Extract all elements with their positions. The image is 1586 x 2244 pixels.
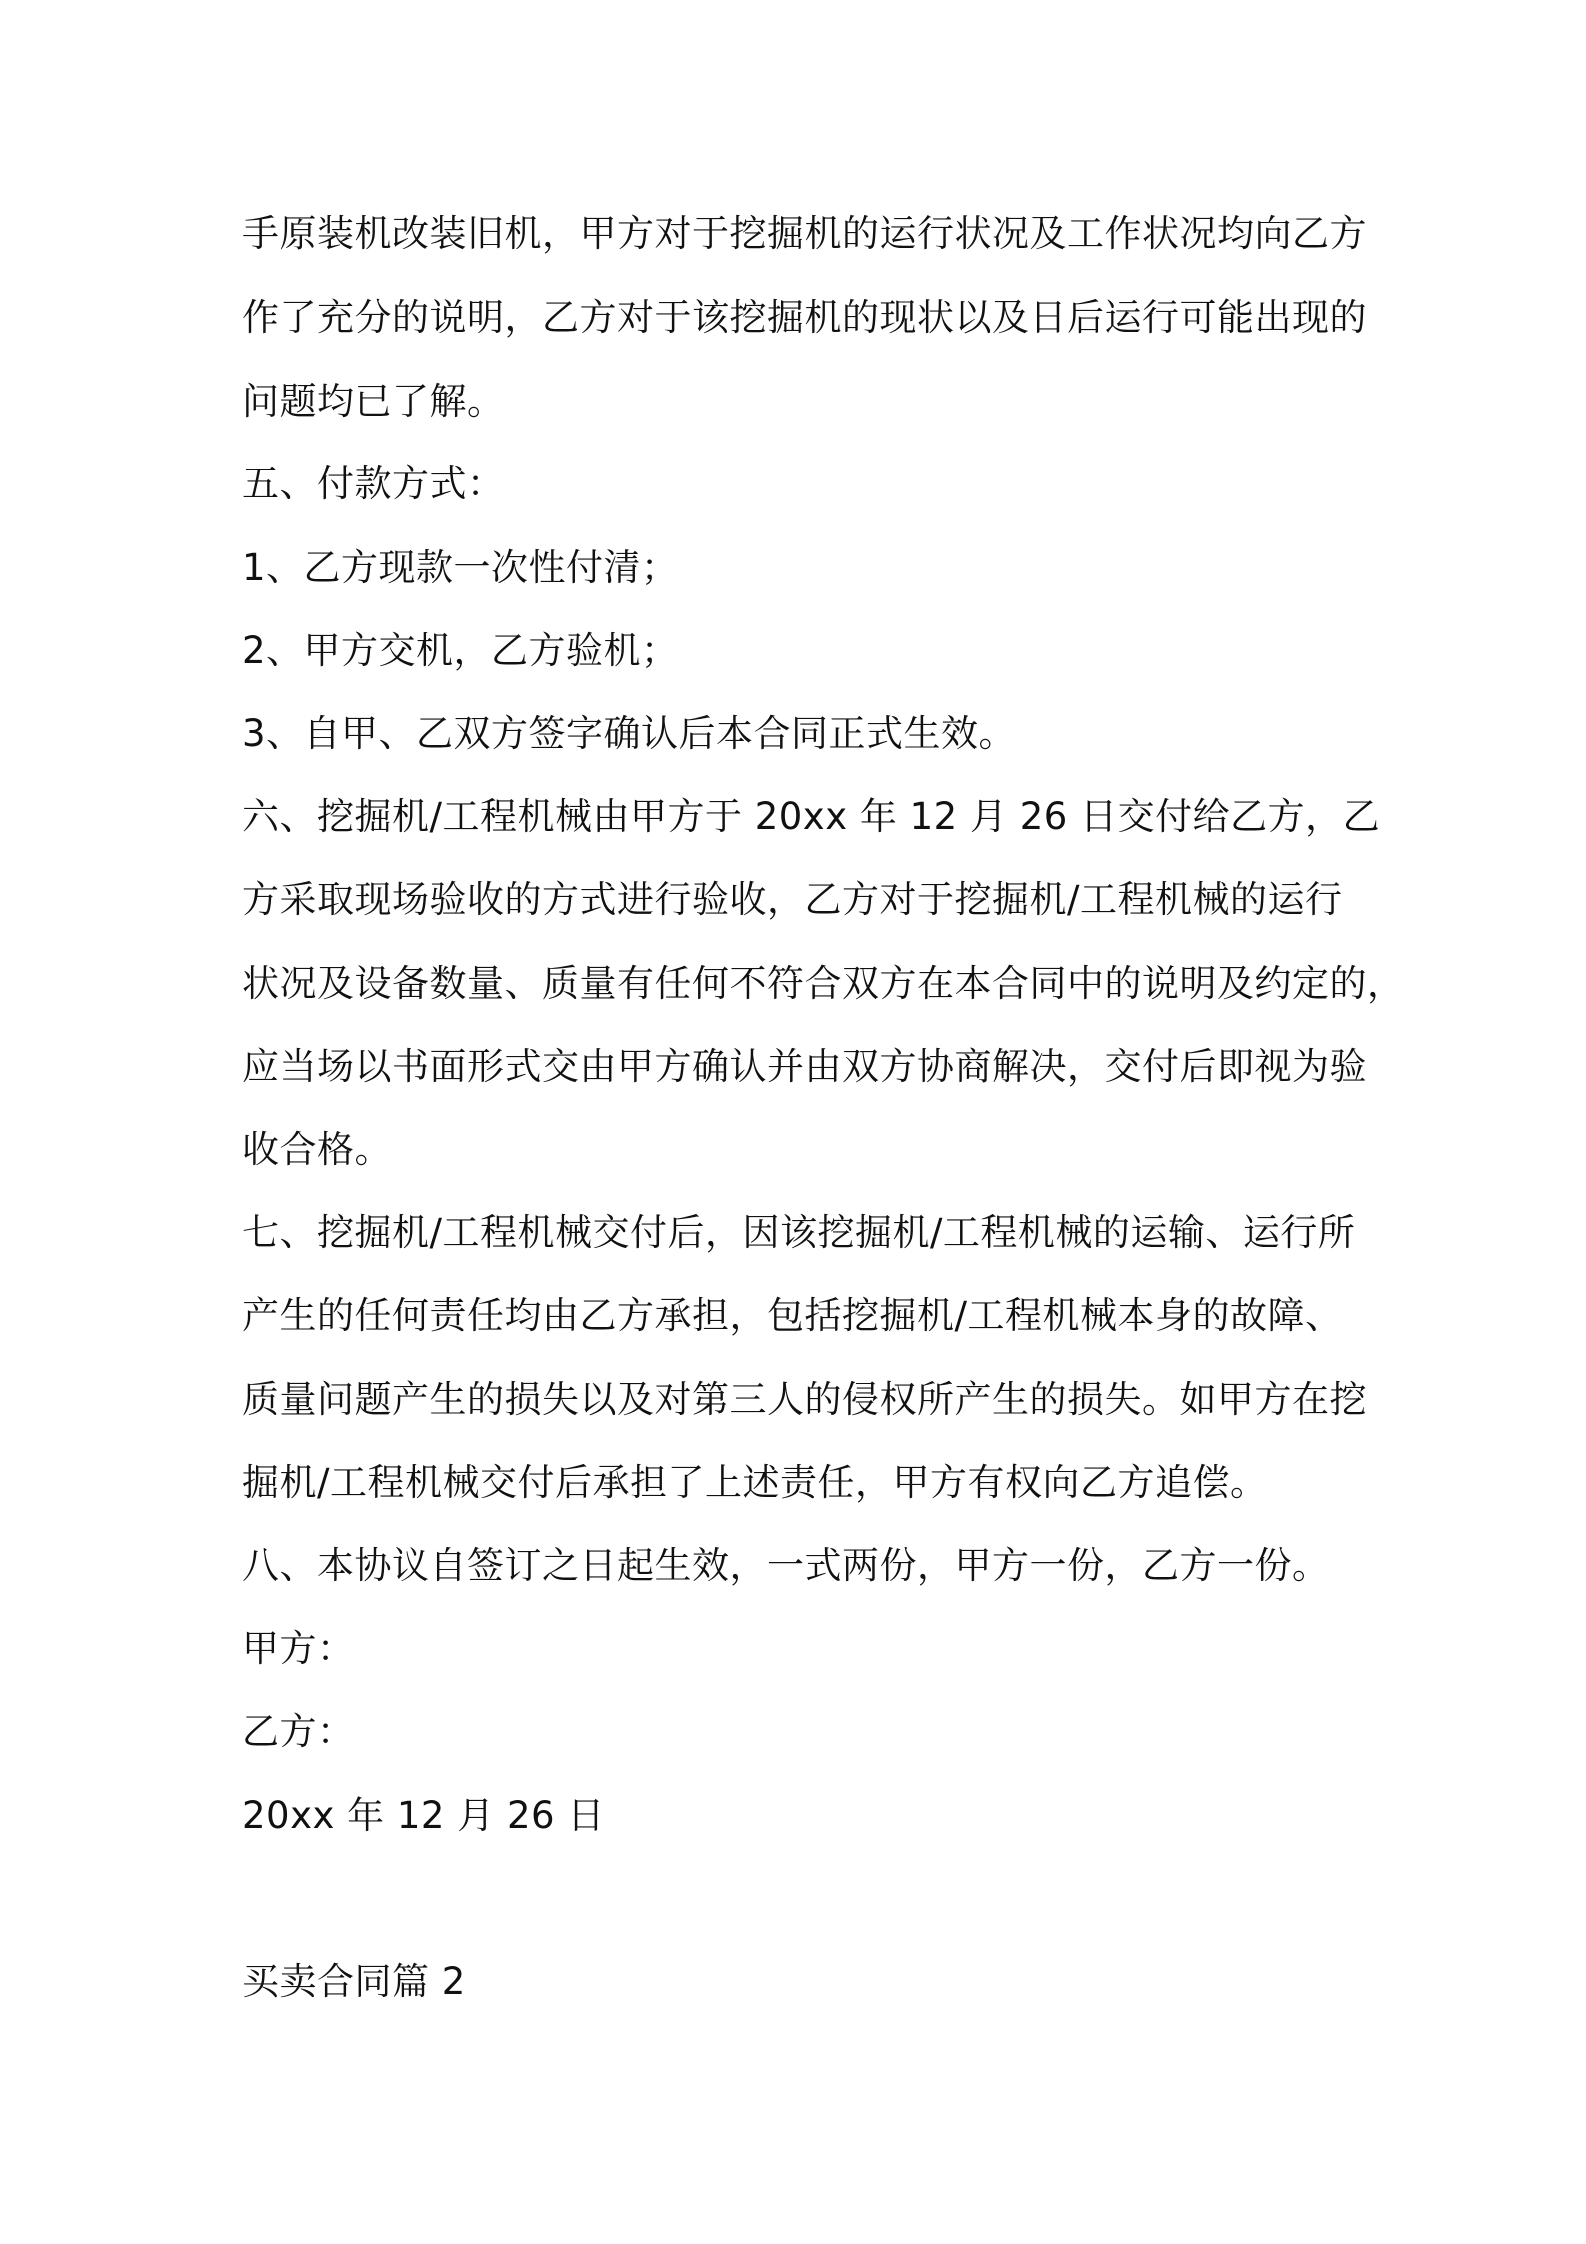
paragraph-4-line-2: 作了充分的说明，乙方对于该挖掘机的现状以及日后运行可能出现的 xyxy=(242,296,1367,339)
section-6-line-3: 状况及设备数量、质量有任何不符合双方在本合同中的说明及约定的， xyxy=(242,962,1405,1005)
section-7-line-3: 质量问题产生的损失以及对第三人的侵权所产生的损失。如甲方在挖 xyxy=(242,1378,1367,1421)
section-6-line-5: 收合格。 xyxy=(242,1128,392,1171)
signing-date: 20xx 年 12 月 26 日 xyxy=(242,1794,605,1837)
section-6-line-2: 方采取现场验收的方式进行验收，乙方对于挖掘机/工程机械的运行 xyxy=(242,878,1343,921)
paragraph-4-line-1: 手原装机改装旧机，甲方对于挖掘机的运行状况及工作状况均向乙方 xyxy=(242,212,1367,255)
section-7-line-1: 七、挖掘机/工程机械交付后，因该挖掘机/工程机械的运输、运行所 xyxy=(242,1211,1356,1254)
section-8-line-1: 八、本协议自签订之日起生效，一式两份，甲方一份，乙方一份。 xyxy=(242,1544,1330,1587)
section-7-line-4: 掘机/工程机械交付后承担了上述责任，甲方有权向乙方追偿。 xyxy=(242,1461,1268,1504)
section-6-line-1: 六、挖掘机/工程机械由甲方于 20xx 年 12 月 26 日交付给乙方，乙 xyxy=(242,795,1381,838)
party-b-signature-label: 乙方： xyxy=(242,1710,355,1753)
section-7-line-2: 产生的任何责任均由乙方承担，包括挖掘机/工程机械本身的故障、 xyxy=(242,1294,1343,1337)
section-5-heading: 五、付款方式： xyxy=(242,462,505,505)
paragraph-4-line-3: 问题均已了解。 xyxy=(242,380,505,423)
section-5-item-1: 1、乙方现款一次性付清； xyxy=(242,546,679,589)
party-a-signature-label: 甲方： xyxy=(242,1627,355,1670)
next-contract-title: 买卖合同篇 2 xyxy=(242,1960,466,2003)
section-5-item-3: 3、自甲、乙双方签字确认后本合同正式生效。 xyxy=(242,712,1017,755)
section-6-line-4: 应当场以书面形式交由甲方确认并由双方协商解决，交付后即视为验 xyxy=(242,1045,1367,1088)
section-5-item-2: 2、甲方交机，乙方验机； xyxy=(242,629,679,672)
